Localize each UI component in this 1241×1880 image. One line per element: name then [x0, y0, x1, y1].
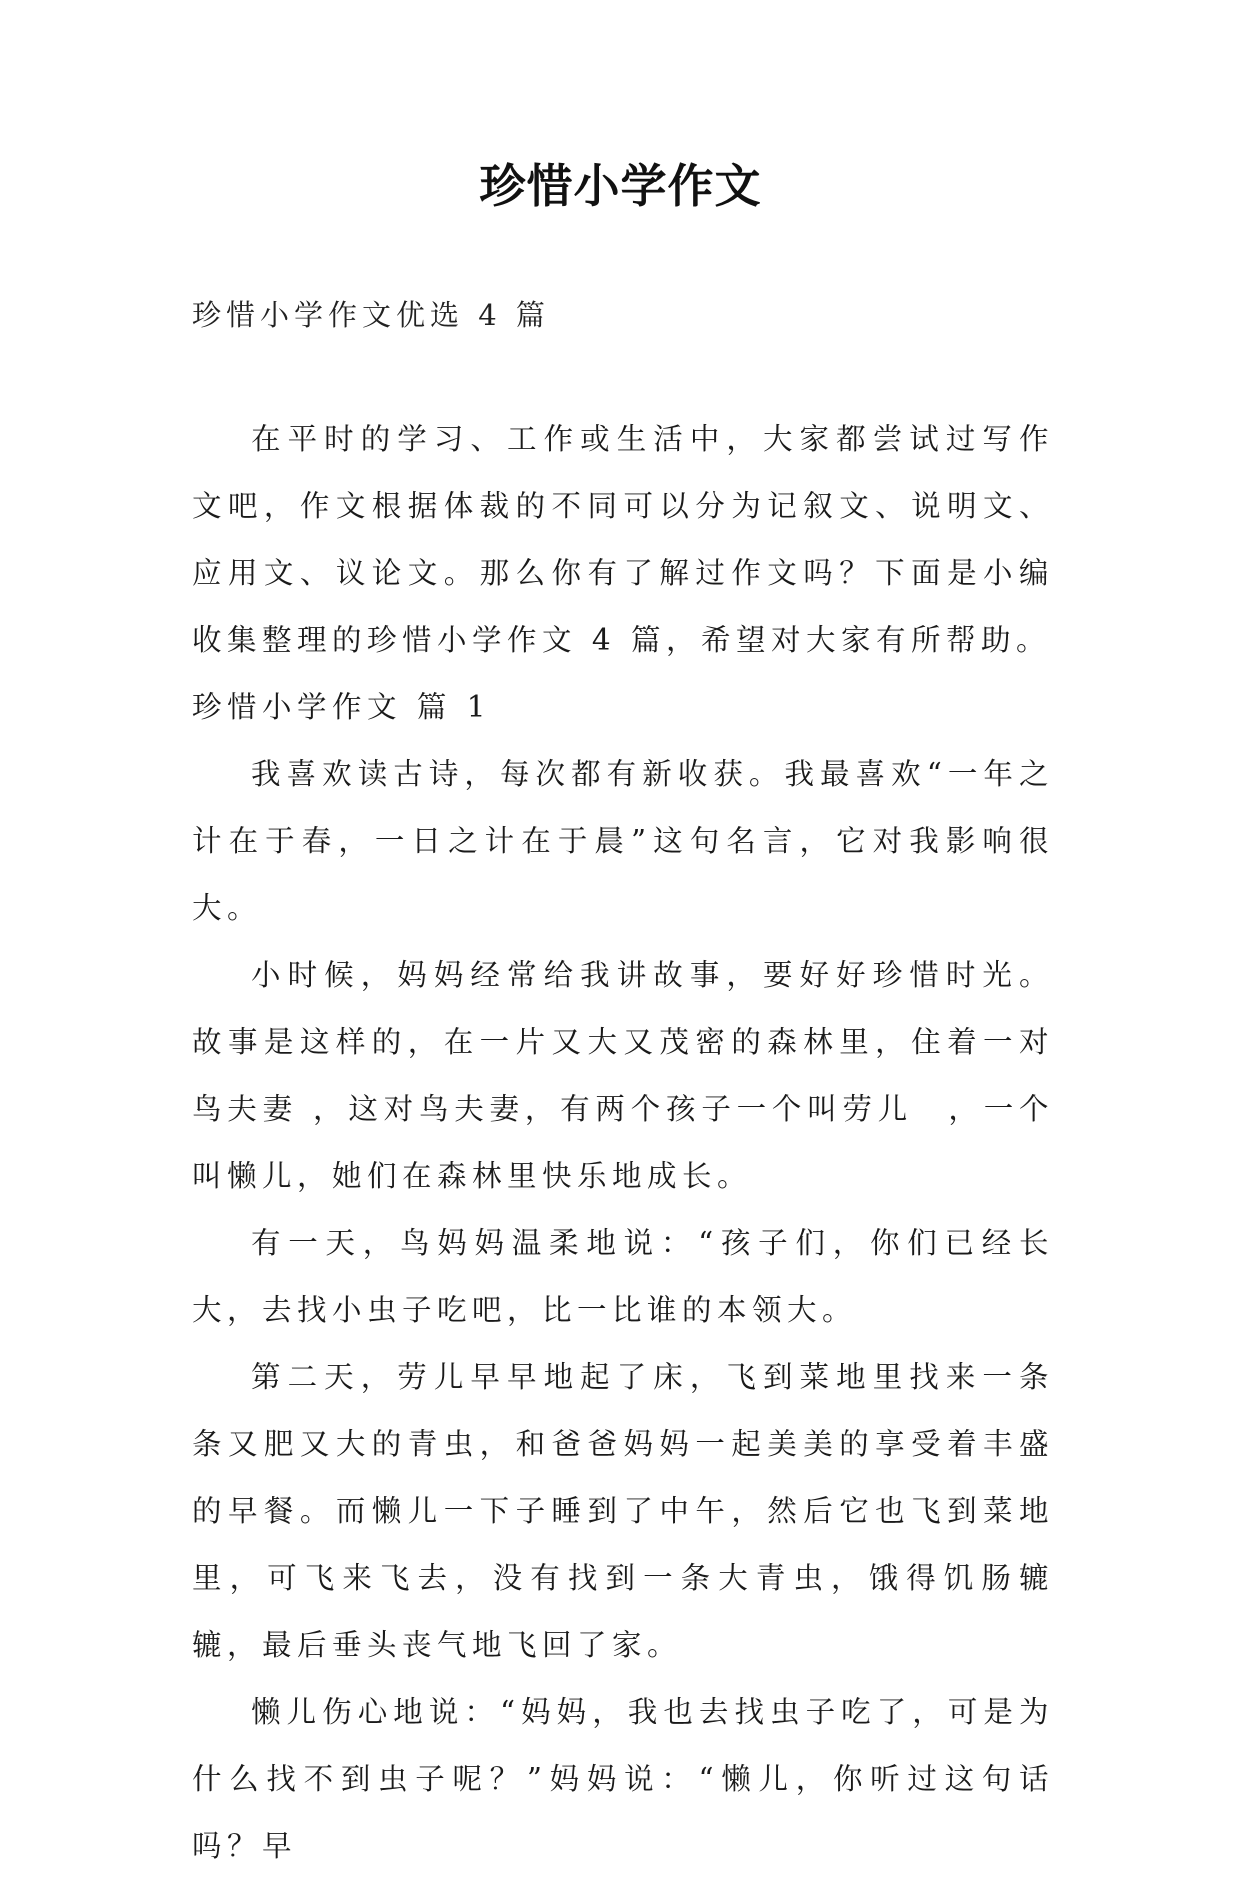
document-title: 珍惜小学作文	[479, 159, 762, 213]
document-body	[192, 406, 1054, 1880]
paragraph: 懒儿伤心地说：“妈妈，我也去找虫子吃了，可是为什么找不到虫子呢？”妈妈说：“懒儿，你听过这句话吗？早	[192, 1695, 1054, 1863]
document-subtitle: 珍惜小学作文优选 4 篇	[192, 298, 550, 332]
paragraph: 我喜欢读古诗，每次都有新收获。我最喜欢“一年之计在于春，一日之计在于晨”这句名言，它对我影响很大。	[192, 757, 1054, 925]
paragraph: 第二天，劳儿早早地起了床，飞到菜地里找来一条条又肥又大的青虫，和爸爸妈妈一起美美的享受着丰盛的早餐。而懒儿一下子睡到了中午，然后它也飞到菜地里，可飞来飞去，没有找到一条大青虫，饿得饥肠辘辘，最后垂头丧气地飞回了家。	[192, 1360, 1054, 1662]
paragraph: 小时候，妈妈经常给我讲故事，要好好珍惜时光。故事是这样的，在一片又大又茂密的森林里，住着一对鸟夫妻 ，这对鸟夫妻，有两个孩子一个叫劳儿 ，一个叫懒儿，她们在森林里快乐地成长。	[192, 958, 1054, 1193]
paragraph: 有一天，鸟妈妈温柔地说：“孩子们，你们已经长大，去找小虫子吃吧，比一比谁的本领大。	[192, 1226, 1054, 1327]
paragraph-intro: 在平时的学习、工作或生活中，大家都尝试过写作文吧，作文根据体裁的不同可以分为记叙文、说明文、应用文、议论文。那么你有了解过作文吗？下面是小编收集整理的珍惜小学作文 4 篇，希望对大家有所帮助。	[192, 422, 1054, 657]
section-heading: 珍惜小学作文 篇 1	[192, 690, 492, 724]
